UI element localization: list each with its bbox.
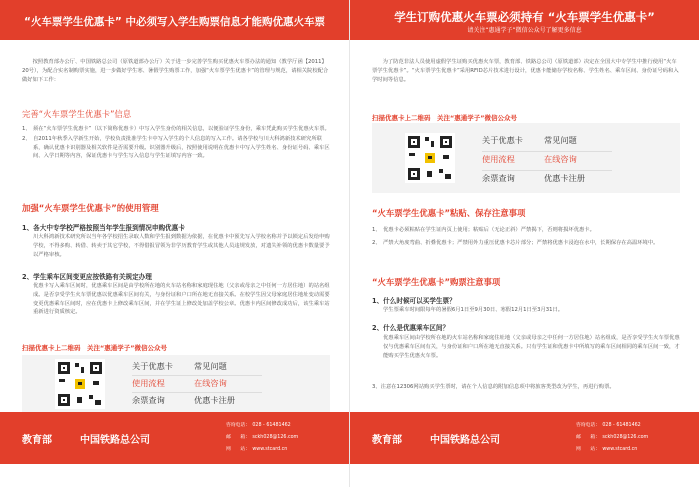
right-q2: 2、什么是优惠乘车区间？ bbox=[372, 324, 450, 332]
list-item: 2、 严禁大角度弯曲、折叠优惠卡；严禁用外力重压优惠卡芯片部分；严禁将优惠卡浸泡在水中，长期保存在高温环境中。 bbox=[372, 239, 659, 246]
right-q1: 1、什么时候可以买学生票？ bbox=[372, 297, 456, 305]
left-sub2-text: 优惠卡写入乘车区间时，优惠乘车区间是由学校所在地的火车站名称和家庭现住地（父亲或母亲之中任何一方居住地）的站名组成。是否享受学生火车票优惠以优惠乘车区间有关，与身份证和户口所在地无直接关系。在校学生因父母家庭居住地址变动需要变更优惠乘车区间时，应在优惠卡上修改乘车区间，并在学生证上修改处加盖学校公章。优惠卡内区间修改成功后，该生乘车站重新进行资质核定。 bbox=[33, 283, 330, 316]
footer-website[interactable]: 网 站： www.stcard.cn bbox=[226, 447, 288, 452]
right-intro: 为了防范非法人员使用虚假学生证购买优惠火车票，教育部、铁路总公司（原铁道部）决定在全国大中专学生中推行使用“火车票学生优惠卡”。“火车票学生优惠卡”采用RFID芯片技术进行设计，优惠卡能储存学校名称、学生姓名、乘车区间、身份证号码和入学时间等信息。 bbox=[372, 59, 679, 83]
left-footer bbox=[0, 412, 349, 464]
menu-divider bbox=[482, 170, 612, 171]
right-banner bbox=[350, 0, 699, 40]
left-qr-panel bbox=[22, 355, 330, 412]
footer-phone: 咨询电话： 028 - 61481462 bbox=[576, 423, 641, 428]
right-banner-subtitle: 请关注“惠通学子”微信公众号了解更多信息 bbox=[467, 27, 582, 34]
menu-usage-flow[interactable]: 使用流程 bbox=[482, 154, 515, 164]
menu-ticket-query[interactable]: 余票查询 bbox=[132, 395, 165, 405]
right-a2: 优惠乘车区间由学校所在地的火车站名称和家庭住址地（父亲或母亲之中任何一方居住地）站名组成，是否享受学生火车票优惠仅与优惠乘车区间有关，与身份证和户口所在地无直接关系。只有学生证和优惠卡中所填写的乘车区间相同的乘车区间一致，才能购买学生优惠火车票。 bbox=[383, 335, 680, 359]
right-a1: 学生票乘车时间限每年的暑假6月1日至9月30日、寒假12月1日至3月31日。 bbox=[383, 307, 564, 313]
footer-org-moe: 教育部 bbox=[22, 435, 52, 446]
footer-website[interactable]: 网 站： www.stcard.cn bbox=[576, 447, 638, 452]
footer-phone: 咨询电话： 028 - 61481462 bbox=[226, 423, 291, 428]
footer-org-railway: 中国铁路总公司 bbox=[430, 435, 500, 446]
left-section2-title: 加强“火车票学生优惠卡”的使用管理 bbox=[22, 203, 159, 213]
right-banner-title: 学生订购优惠火车票必须持有 “火车票学生优惠卡” bbox=[394, 10, 655, 24]
right-note3 bbox=[372, 383, 681, 392]
menu-about-card[interactable]: 关于优惠卡 bbox=[132, 361, 173, 371]
menu-faq[interactable]: 常见问题 bbox=[544, 135, 577, 145]
menu-usage-flow[interactable]: 使用流程 bbox=[132, 378, 165, 388]
menu-about-card[interactable]: 关于优惠卡 bbox=[482, 135, 523, 145]
left-banner-title: “火车票学生优惠卡” 中必须写入学生购票信息才能购优惠火车票 bbox=[24, 16, 325, 28]
left-sub1-title: 1、各大中专学校严格按照当年学生报到情况申购优惠卡 bbox=[22, 224, 185, 232]
menu-card-register[interactable]: 优惠卡注册 bbox=[194, 395, 235, 405]
right-qr-panel bbox=[372, 123, 680, 193]
qr-code-icon[interactable] bbox=[55, 359, 105, 409]
qr-code-icon[interactable] bbox=[405, 133, 455, 183]
menu-faq[interactable]: 常见问题 bbox=[194, 361, 227, 371]
left-scan-caption: 扫描优惠卡上二维码 关注“惠通学子”微信公众号 bbox=[22, 344, 168, 352]
right-section1-title: “火车票学生优惠卡”粘贴、保存注意事项 bbox=[372, 208, 526, 218]
train-logo-icon bbox=[424, 152, 436, 164]
list-item: 1、 优惠卡必须粘贴在学生证内页上使用；粘贴后（无论正斜）严禁揭下，否则将损坏优惠卡。 bbox=[372, 227, 595, 233]
menu-online-consult[interactable]: 在线咨询 bbox=[544, 154, 577, 164]
footer-org-moe: 教育部 bbox=[372, 435, 402, 446]
menu-divider bbox=[132, 375, 262, 376]
right-footer bbox=[350, 412, 699, 464]
right-section2-title: “火车票学生优惠卡”购票注意事项 bbox=[372, 277, 501, 287]
left-sub1-text: 川大科鸿新技术研究所以当年各学校招生录取人数和学生报到数据为依据，在优惠卡中预先写入学校名称并予以锁定后发给申购学校，不得多购、转借、转卖于其它学校，不得借报冒领为非学历教育学生或其他人员违规发放，对遗失补领的优惠卡数量要予以严格审核。 bbox=[33, 234, 330, 258]
list-item: 1、 须在“火车票学生优惠卡”（以下简称优惠卡）中写入学生身份的相关信息，以便验证学生身份，乘车凭此购买学生优惠火车票。 bbox=[22, 126, 330, 132]
right-page bbox=[350, 0, 699, 487]
left-section1-title: 完善“火车票学生优惠卡”信息 bbox=[22, 109, 132, 119]
list-item: 2、 自2011年秋季入学新生开始，学校负责批准学生卡中写入学生的个人信息的写入工作。请各学校与川大科鸿新技术研究所联系，确认优惠卡识别器及相关软件是否需要升级。识别器升级后，按照使用说明在优惠卡中写入学生姓名、身份证号码、乘车区间、入学日期等内容，保证优惠卡与学生写入信息与学生证填写内容一致。 bbox=[22, 135, 330, 160]
menu-card-register[interactable]: 优惠卡注册 bbox=[544, 173, 585, 183]
menu-divider bbox=[132, 392, 262, 393]
list-item: 3、注意在12306网站购买学生票时，请在个人信息的附加信息项中将旅客类型改为学生，再进行购票。 bbox=[372, 384, 615, 390]
footer-email[interactable]: 邮 箱： sckh028@126.com bbox=[226, 435, 299, 440]
left-section1-list bbox=[22, 125, 331, 161]
left-intro: 按照教育部办公厅、中国铁路总公司（原铁道部办公厅）关于进一步完善学生购买优惠火车票办法的通知（教学厅函【2011】20号），为配合实名制购票实施，进一步做好学生寒、暑假学生购票工作，加强“火车票学生优惠卡”的管理与规范，请相关院校配合做好如下工作： bbox=[22, 59, 329, 83]
footer-email[interactable]: 邮 箱： sckh028@126.com bbox=[576, 435, 649, 440]
right-scan-caption: 扫描优惠卡上二维码 关注“惠通学子”微信公众号 bbox=[372, 114, 518, 122]
left-page bbox=[0, 0, 349, 487]
left-banner bbox=[0, 0, 349, 40]
left-sub2-title: 2、学生乘车区间变更应按铁路有关规定办理 bbox=[22, 273, 152, 281]
menu-online-consult[interactable]: 在线咨询 bbox=[194, 378, 227, 388]
footer-org-railway: 中国铁路总公司 bbox=[80, 435, 150, 446]
menu-divider bbox=[482, 151, 612, 152]
train-logo-icon bbox=[74, 378, 86, 390]
menu-ticket-query[interactable]: 余票查询 bbox=[482, 173, 515, 183]
right-section1-list bbox=[372, 226, 681, 248]
